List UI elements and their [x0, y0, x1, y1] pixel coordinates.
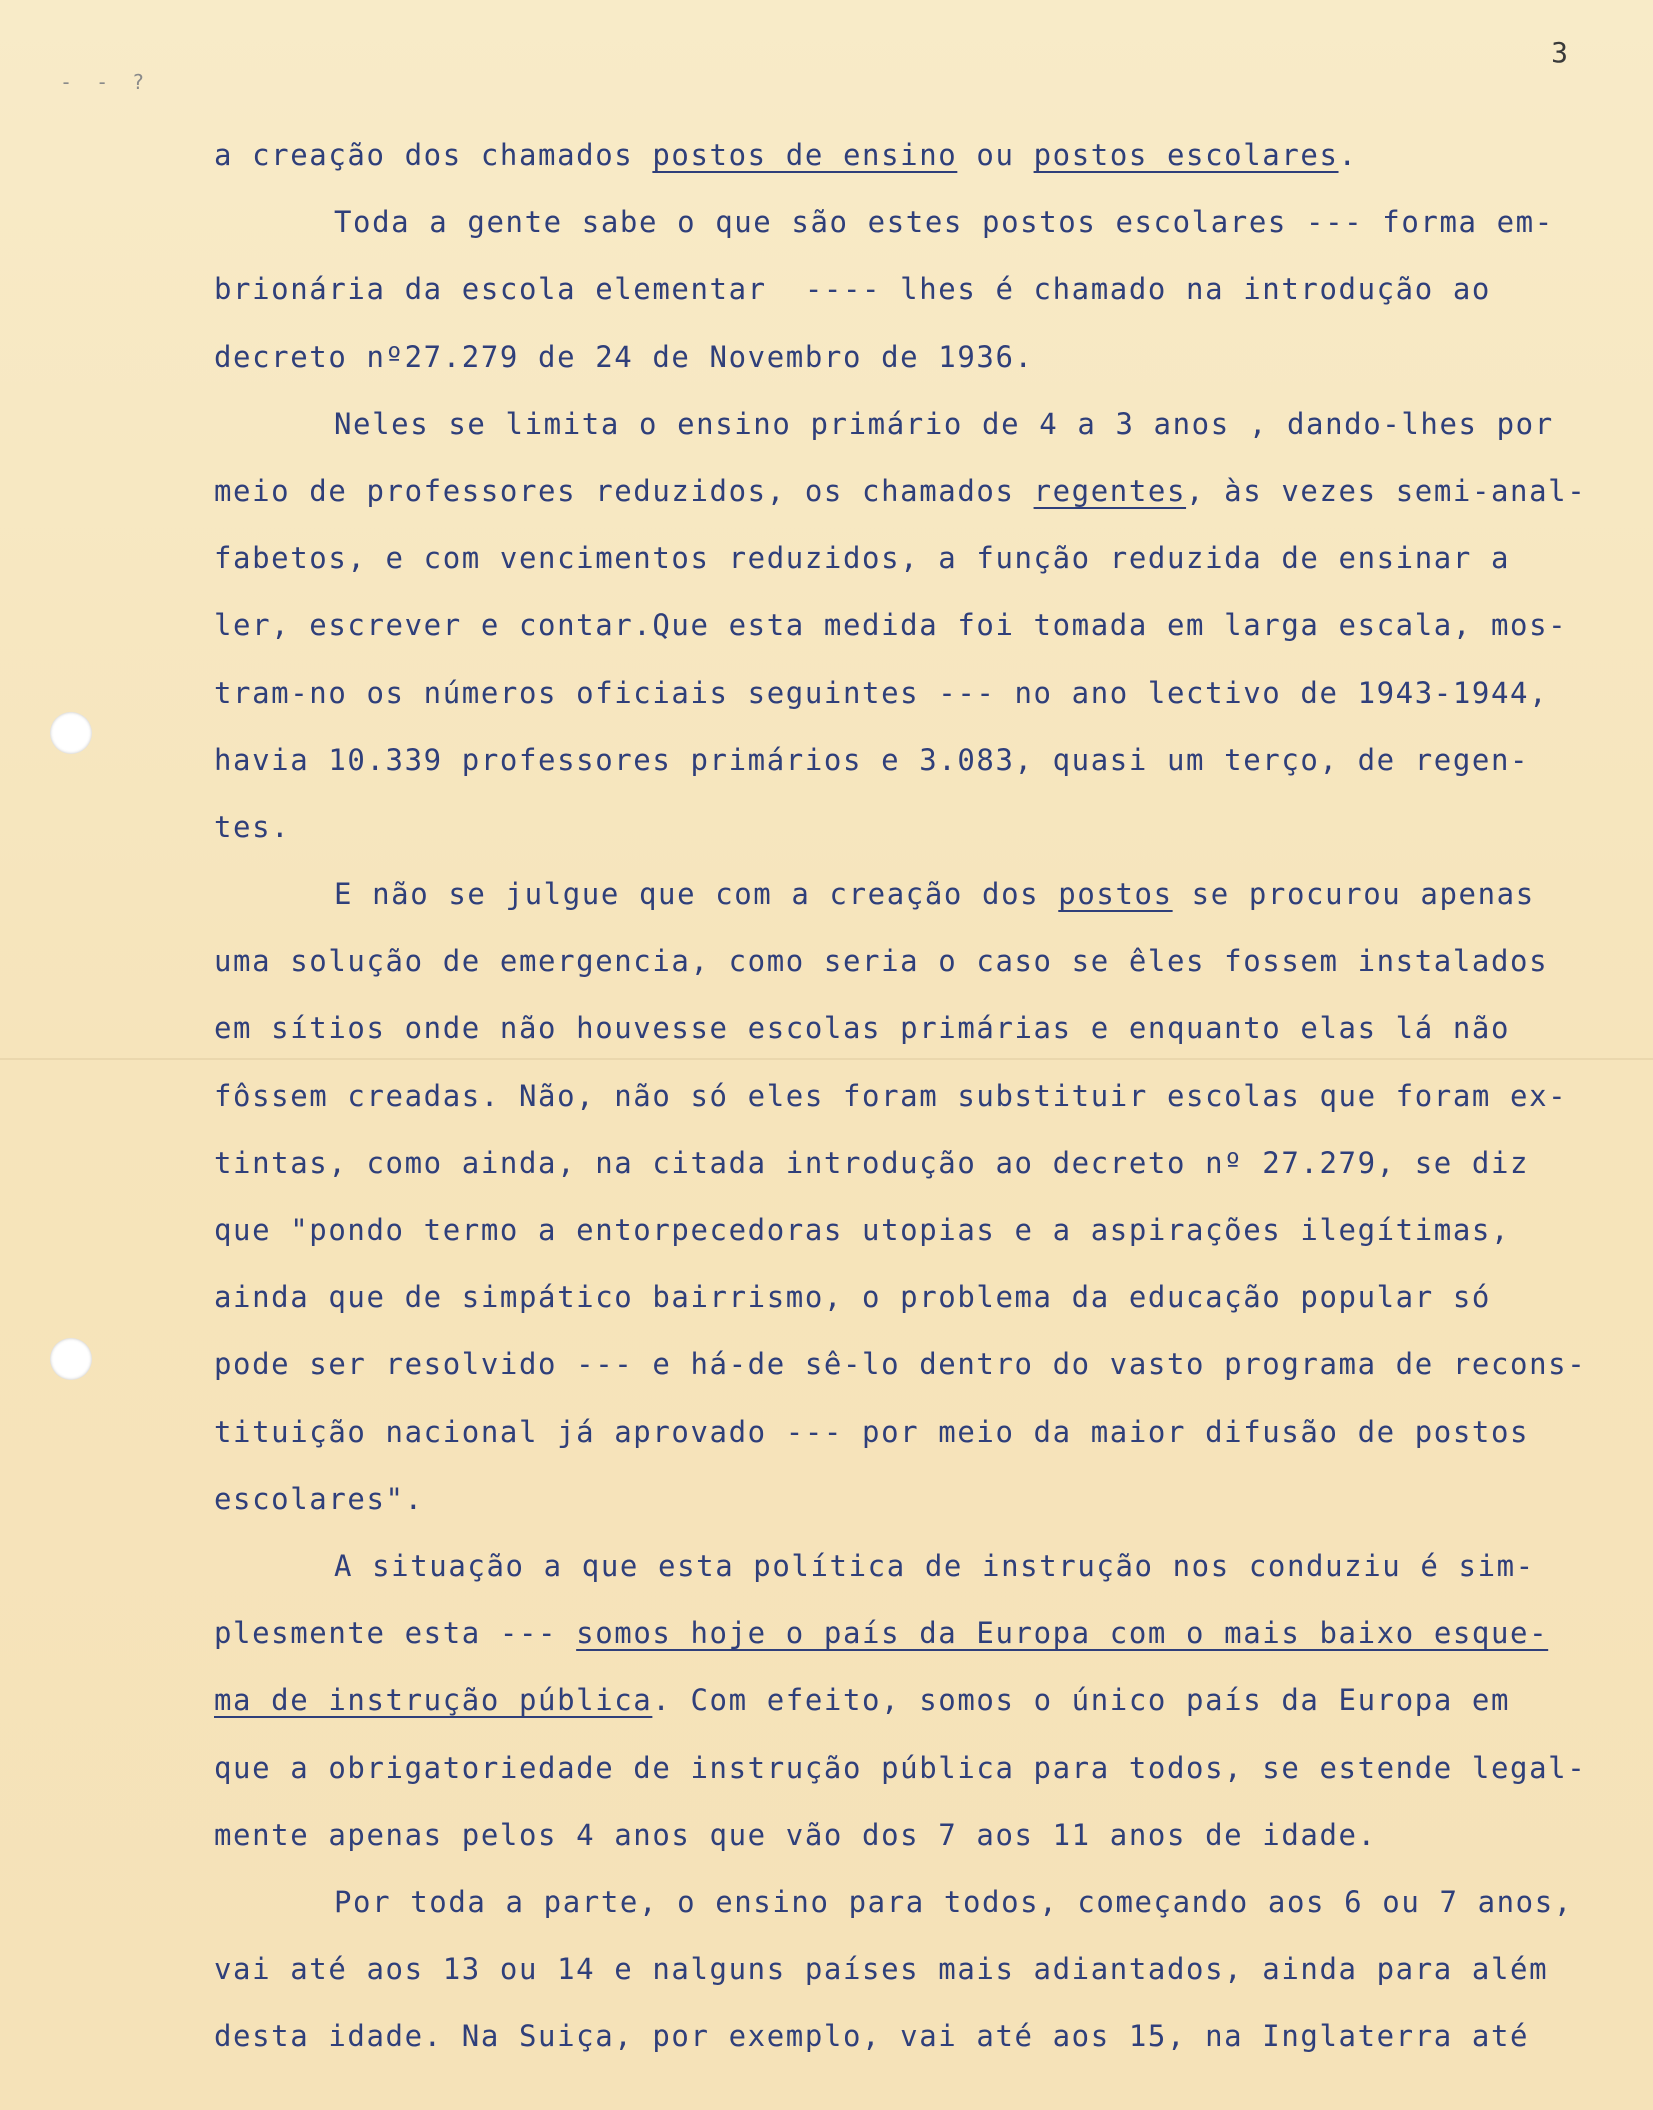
punch-hole: [50, 1338, 92, 1380]
typed-text-body: [214, 122, 1634, 2070]
text-segment: que "pondo termo a entorpecedoras utopias e a aspirações ilegítimas,: [214, 1213, 1511, 1247]
text-line: [214, 1936, 1634, 2003]
text-segment: Neles se limita o ensino primário de 4 a 3 anos , dando-lhes por: [334, 406, 1554, 441]
text-segment: E não se julgue que com a creação dos: [334, 877, 1059, 912]
text-segment: A situação a que esta política de instrução nos conduziu é sim-: [334, 1548, 1535, 1583]
text-line: [214, 1197, 1634, 1264]
text-segment: ainda que de simpático bairrismo, o problema da educação popular só: [214, 1280, 1491, 1315]
text-segment: tintas, como ainda, na citada introdução ao decreto nº 27.279, se diz: [214, 1145, 1530, 1180]
text-segment: .: [1338, 138, 1358, 172]
text-segment: havia 10.339 professores primários e 3.083, quasi um terço, de regen-: [214, 742, 1530, 777]
text-segment: a creação dos chamados: [214, 138, 653, 172]
text-segment: plesmente esta ---: [214, 1616, 577, 1651]
text-line: [214, 1600, 1634, 1667]
text-line: [214, 794, 1634, 861]
text-line: [214, 1130, 1634, 1197]
text-line: [214, 1667, 1634, 1734]
text-segment: fôssem creadas. Não, não só eles foram substituir escolas que foram ex-: [214, 1078, 1568, 1113]
underlined-text: regentes: [1033, 473, 1187, 508]
text-line: [214, 256, 1634, 323]
text-line: [214, 592, 1634, 659]
text-line: [214, 458, 1634, 525]
text-segment: ler, escrever e contar.Que esta medida foi tomada em larga escala, mos-: [214, 608, 1568, 643]
text-segment: . Com efeito, somos o único país da Europa em: [652, 1683, 1511, 1718]
text-segment: uma solução de emergencia, como seria o caso se êles fossem instalados: [214, 944, 1549, 979]
text-line: [214, 189, 1634, 256]
text-segment: mente apenas pelos 4 anos que vão dos 7 aos 11 anos de idade.: [214, 1817, 1377, 1852]
punch-hole: [50, 712, 92, 754]
text-segment: escolares".: [214, 1481, 424, 1516]
text-line: [214, 1466, 1634, 1533]
text-line: [214, 391, 1634, 458]
text-line: [214, 928, 1634, 995]
underlined-text: somos hoje o país da Europa com o mais baixo esque-: [576, 1616, 1549, 1651]
corner-mark: - - ?: [60, 70, 151, 94]
text-segment: tes.: [214, 809, 291, 844]
text-segment: ou: [957, 138, 1034, 172]
text-segment: decreto nº27.279 de 24 de Novembro de 1936.: [214, 339, 1034, 374]
text-line: [214, 525, 1634, 592]
text-line: [214, 122, 1634, 189]
page-number: 3: [1551, 36, 1568, 69]
text-line: [214, 1264, 1634, 1331]
text-line: [214, 995, 1634, 1062]
text-segment: tituição nacional já aprovado --- por meio da maior difusão de postos: [214, 1414, 1530, 1449]
text-segment: pode ser resolvido --- e há-de sê-lo dentro do vasto programa de recons-: [214, 1347, 1587, 1382]
text-segment: meio de professores reduzidos, os chamados: [214, 473, 1034, 508]
text-segment: Por toda a parte, o ensino para todos, começando aos 6 ou 7 anos,: [334, 1884, 1573, 1919]
underlined-text: postos escolares: [1033, 138, 1339, 172]
text-segment: brionária da escola elementar ---- lhes é chamado na introdução ao: [214, 272, 1491, 307]
text-line: [214, 861, 1634, 928]
underlined-text: ma de instrução pública: [214, 1683, 653, 1718]
text-segment: vai até aos 13 ou 14 e nalguns países mais adiantados, ainda para além: [214, 1952, 1549, 1987]
text-segment: se procurou apenas: [1172, 877, 1535, 912]
text-segment: em sítios onde não houvesse escolas primárias e enquanto elas lá não: [214, 1011, 1511, 1046]
text-segment: , às vezes semi-anal-: [1186, 473, 1587, 508]
text-line: [214, 324, 1634, 391]
text-line: [214, 1331, 1634, 1398]
text-line: [214, 1869, 1634, 1936]
underlined-text: postos de ensino: [652, 138, 958, 172]
text-line: [214, 1399, 1634, 1466]
text-line: [214, 660, 1634, 727]
text-segment: que a obrigatoriedade de instrução pública para todos, se estende legal-: [214, 1750, 1587, 1785]
text-line: [214, 1735, 1634, 1802]
text-segment: tram-no os números oficiais seguintes --- no ano lectivo de 1943-1944,: [214, 675, 1549, 710]
text-line: [214, 1063, 1634, 1130]
underlined-text: postos: [1058, 877, 1173, 912]
text-segment: Toda a gente sabe o que são estes postos escolares --- forma em-: [334, 205, 1554, 240]
text-segment: desta idade. Na Suiça, por exemplo, vai até aos 15, na Inglaterra até: [214, 2019, 1530, 2054]
text-line: [214, 727, 1634, 794]
text-line: [214, 1802, 1634, 1869]
text-line: [214, 2003, 1634, 2070]
text-segment: fabetos, e com vencimentos reduzidos, a função reduzida de ensinar a: [214, 541, 1530, 576]
text-line: [214, 1533, 1634, 1600]
